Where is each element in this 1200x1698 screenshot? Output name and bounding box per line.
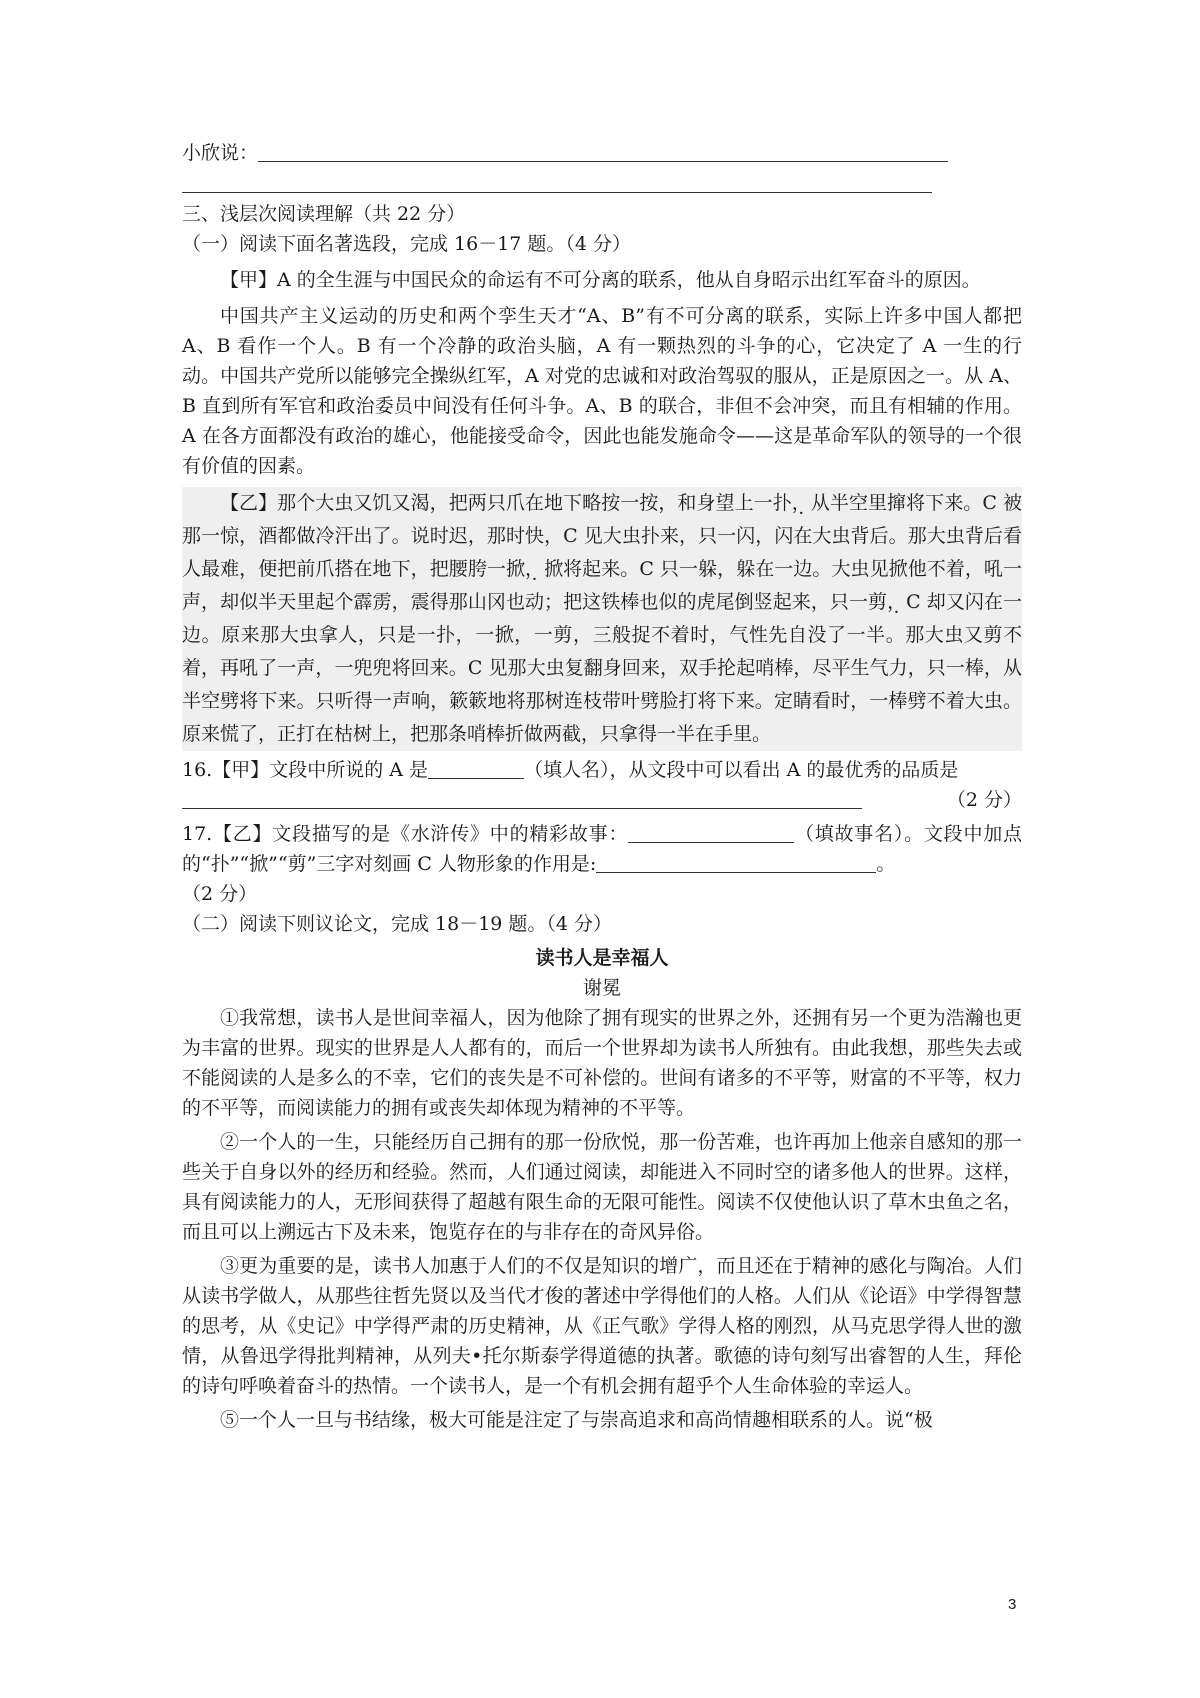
essay-title: 读书人是幸福人 — [535, 947, 669, 969]
dotted-char-xian: 掀 — [505, 558, 526, 580]
part1-heading: （一）阅读下面名著选段，完成 16－17 题。（4 分） — [182, 233, 632, 255]
essay-paragraph-3: ③更为重要的是，读书人加惠于人们的不仅是知识的增广，而且还在于精神的感化与陶冶。人们从读书学做人，从那些往哲先贤以及当代才俊的著述中学得他们的人格。人们从《论语》中学得智慧的思考，从《史记》中学得严肃的历史精神，从《正气歌》学得人格的刚烈，从马克思学得人世的激情，从鲁迅学得批判精神，从列夫•托尔斯泰学得道德的执著。歌德的诗句刻写出睿智的人生，拜伦的诗句呼唤着奋斗的热情。一个读书人，是一个有机会拥有超乎个人生命体验的幸运人。 — [182, 1255, 1022, 1397]
essay-paragraph-1: ①我常想，读书人是世间幸福人，因为他除了拥有现实的世界之外，还拥有另一个更为浩瀚也更为丰富的世界。现实的世界是人人都有的，而后一个世界却为读书人所独有。由此我想，那些失去或不能阅读的人是多么的不幸，它们的丧失是不可补偿的。世间有诸多的不平等，财富的不平等，权力的不平等，而阅读能力的拥有或丧失却体现为精神的不平等。 — [182, 1007, 1022, 1119]
essay-paragraph-5: ⑤一个人一旦与书结缘，极大可能是注定了与崇高追求和高尚情趣相联系的人。说“极 — [220, 1409, 933, 1431]
essay-paragraph-2: ②一个人的一生，只能经历自己拥有的那一份欣悦，那一份苦难，也许再加上他亲自感知的那一些关于自身以外的经历和经验。然而，人们通过阅读，却能进入不同时空的诸多他人的世界。这样，具有阅读能力的人，无形间获得了超越有限生命的无限可能性。阅读不仅使他认识了草木虫鱼之名，而且可以上溯远古下及未来，饱览存在的与非存在的奇风异俗。 — [182, 1131, 1022, 1243]
jia-paragraph-1: 【甲】A 的全生涯与中国民众的命运有不可分离的联系，他从自身昭示出红军奋斗的原因。 — [220, 269, 981, 291]
q17-blank-story[interactable] — [628, 824, 794, 843]
jia-paragraph-2: 中国共产主义运动的历史和两个孪生天才“A、B”有不可分离的联系，实际上许多中国人都把 A、B 看作一个人。B 有一个冷静的政治头脑，A 有一颗热烈的斗争的心，它决定了 A 一生的行动。中国共产党所以能够完全操纵红军，A 对党的忠诚和对政治驾驭的服从，正是原因之一。从 A、B 直到所有军官和政治委员中间没有任何斗争。A、B 的联合，非但不会冲突，而且有相辅的作用。A 在各方面都没有政治的雄心，他能接受命令，因此也能发施命令——这是革命军队的领导的一个很有价值的因素。 — [182, 305, 1022, 477]
dotted-char-pu: 扑 — [772, 492, 792, 514]
answer-blank-line-2[interactable] — [182, 178, 932, 193]
question-16-line2: （2 分） — [182, 785, 1022, 815]
essay-author: 谢冕 — [582, 977, 621, 999]
q17-blank-effect[interactable] — [596, 854, 876, 873]
xiaoxin-answer-line — [182, 138, 1022, 168]
yi-paragraph: 【乙】那个大虫又饥又渴，把两只爪在地下略按一按，和身望上一扑，从半空里撺将下来。C 被那一惊，酒都做冷汗出了。说时迟，那时快，C 见大虫扑来，只一闪，闪在大虫背后。那大虫背后看人最难，便把前爪搭在地下，把腰胯一掀，掀将起来。C 只一躲，躲在一边。大虫见掀他不着，吼一声，却似半天里起个霹雳，震得那山冈也动；把这铁棒也似的虎尾倒竖起来，只一剪，C 却又闪在一边。原来那大虫拿人，只是一扑，一掀，一剪，三般捉不着时，气性先自没了一半。那大虫又剪不着，再吼了一声，一兜兜将回来。C 见那大虫复翻身回来，双手抡起哨棒，尽平生气力，只一棒，从半空劈将下来。只听得一声响，簌簌地将那树连枝带叶劈脸打将下来。定睛看时，一棒劈不着大虫。原来慌了，正打在枯树上，把那条哨棒折做两截，只拿得一半在手里。 — [182, 487, 1022, 751]
answer-blank[interactable] — [258, 143, 948, 162]
dotted-char-jian: 剪 — [868, 591, 888, 613]
question-17-score: （2 分） — [182, 883, 258, 905]
question-16: 16.【甲】文段中所说的 A 是 （填人名），从文段中可以看出 A 的最优秀的品质是 — [182, 759, 959, 781]
page-number: 3 — [1008, 1596, 1017, 1613]
document-page — [182, 130, 1022, 1435]
part2-heading: （二）阅读下则议论文，完成 18－19 题。（4 分） — [182, 913, 613, 935]
section-heading: 三、浅层次阅读理解（共 22 分） — [182, 203, 466, 225]
question-17: 17.【乙】文段描写的是《水浒传》中的精彩故事： （填故事名）。文段中加点的“扑”“掀”“剪”三字对刻画 C 人物形象的作用是: 。 — [182, 823, 1022, 875]
xiaoxin-label: 小欣说： — [182, 142, 259, 164]
q16-blank-name[interactable] — [428, 760, 524, 779]
q16-blank-quality[interactable] — [182, 790, 862, 809]
